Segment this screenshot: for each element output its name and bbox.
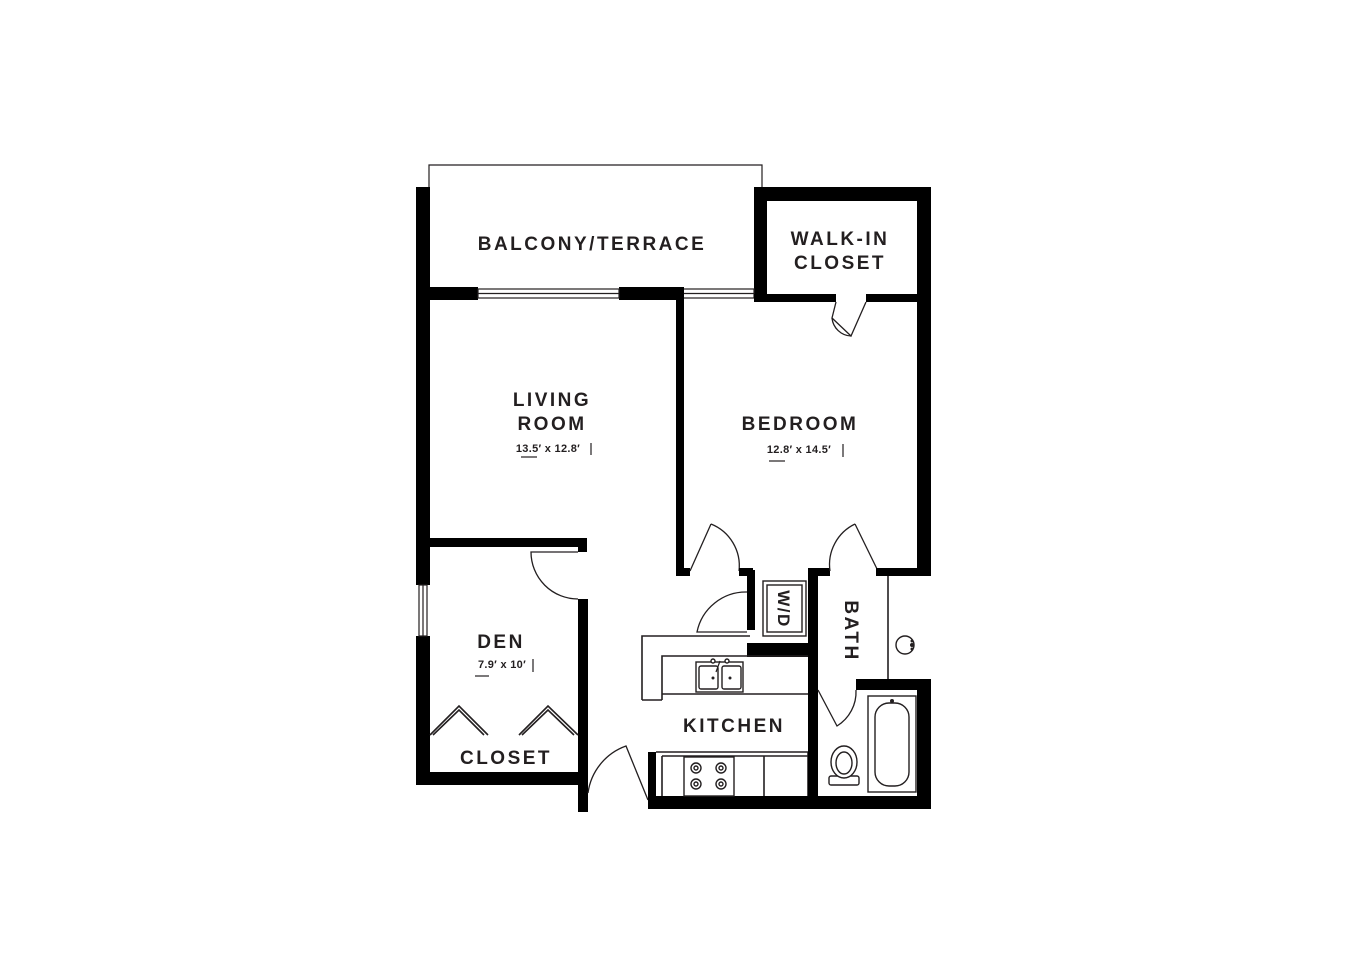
toilet: [829, 746, 859, 785]
balcony-railing: [429, 165, 762, 187]
kitchen-sink: [696, 659, 743, 692]
stove: [684, 757, 734, 796]
den-window: [419, 585, 427, 636]
walkin-label-line2: CLOSET: [793, 253, 887, 274]
living-label-line2: ROOM: [517, 414, 587, 435]
bedroom-label: BEDROOM: [741, 414, 859, 435]
den-closet-doors: [430, 706, 578, 735]
bedroom-door: [690, 524, 753, 592]
walkin-closet-wall: [754, 294, 931, 336]
living-bedroom-wall: [676, 287, 690, 576]
walkin-label-line1: WALK-IN: [790, 229, 890, 250]
exterior-walls: [416, 187, 931, 812]
living-dimensions: 13.5′ x 12.8′: [515, 443, 581, 455]
bath-vanity: [888, 576, 914, 679]
bath-top-wall: [808, 524, 931, 576]
entry-door: [588, 746, 656, 809]
bathtub: [868, 696, 916, 792]
bedroom-dimensions: 12.8′ x 14.5′: [766, 444, 832, 456]
laundry-label: W/D: [774, 590, 793, 628]
bath-label: BATH: [840, 600, 861, 662]
living-label-line1: LIVING: [512, 390, 592, 411]
den-closet-label: CLOSET: [459, 748, 553, 769]
balcony-label: BALCONY/TERRACE: [477, 234, 707, 255]
den-dimensions: 7.9′ x 10′: [477, 659, 527, 671]
den-label: DEN: [477, 632, 525, 653]
terrace-wall: [416, 287, 767, 300]
kitchen-label: KITCHEN: [683, 716, 785, 737]
